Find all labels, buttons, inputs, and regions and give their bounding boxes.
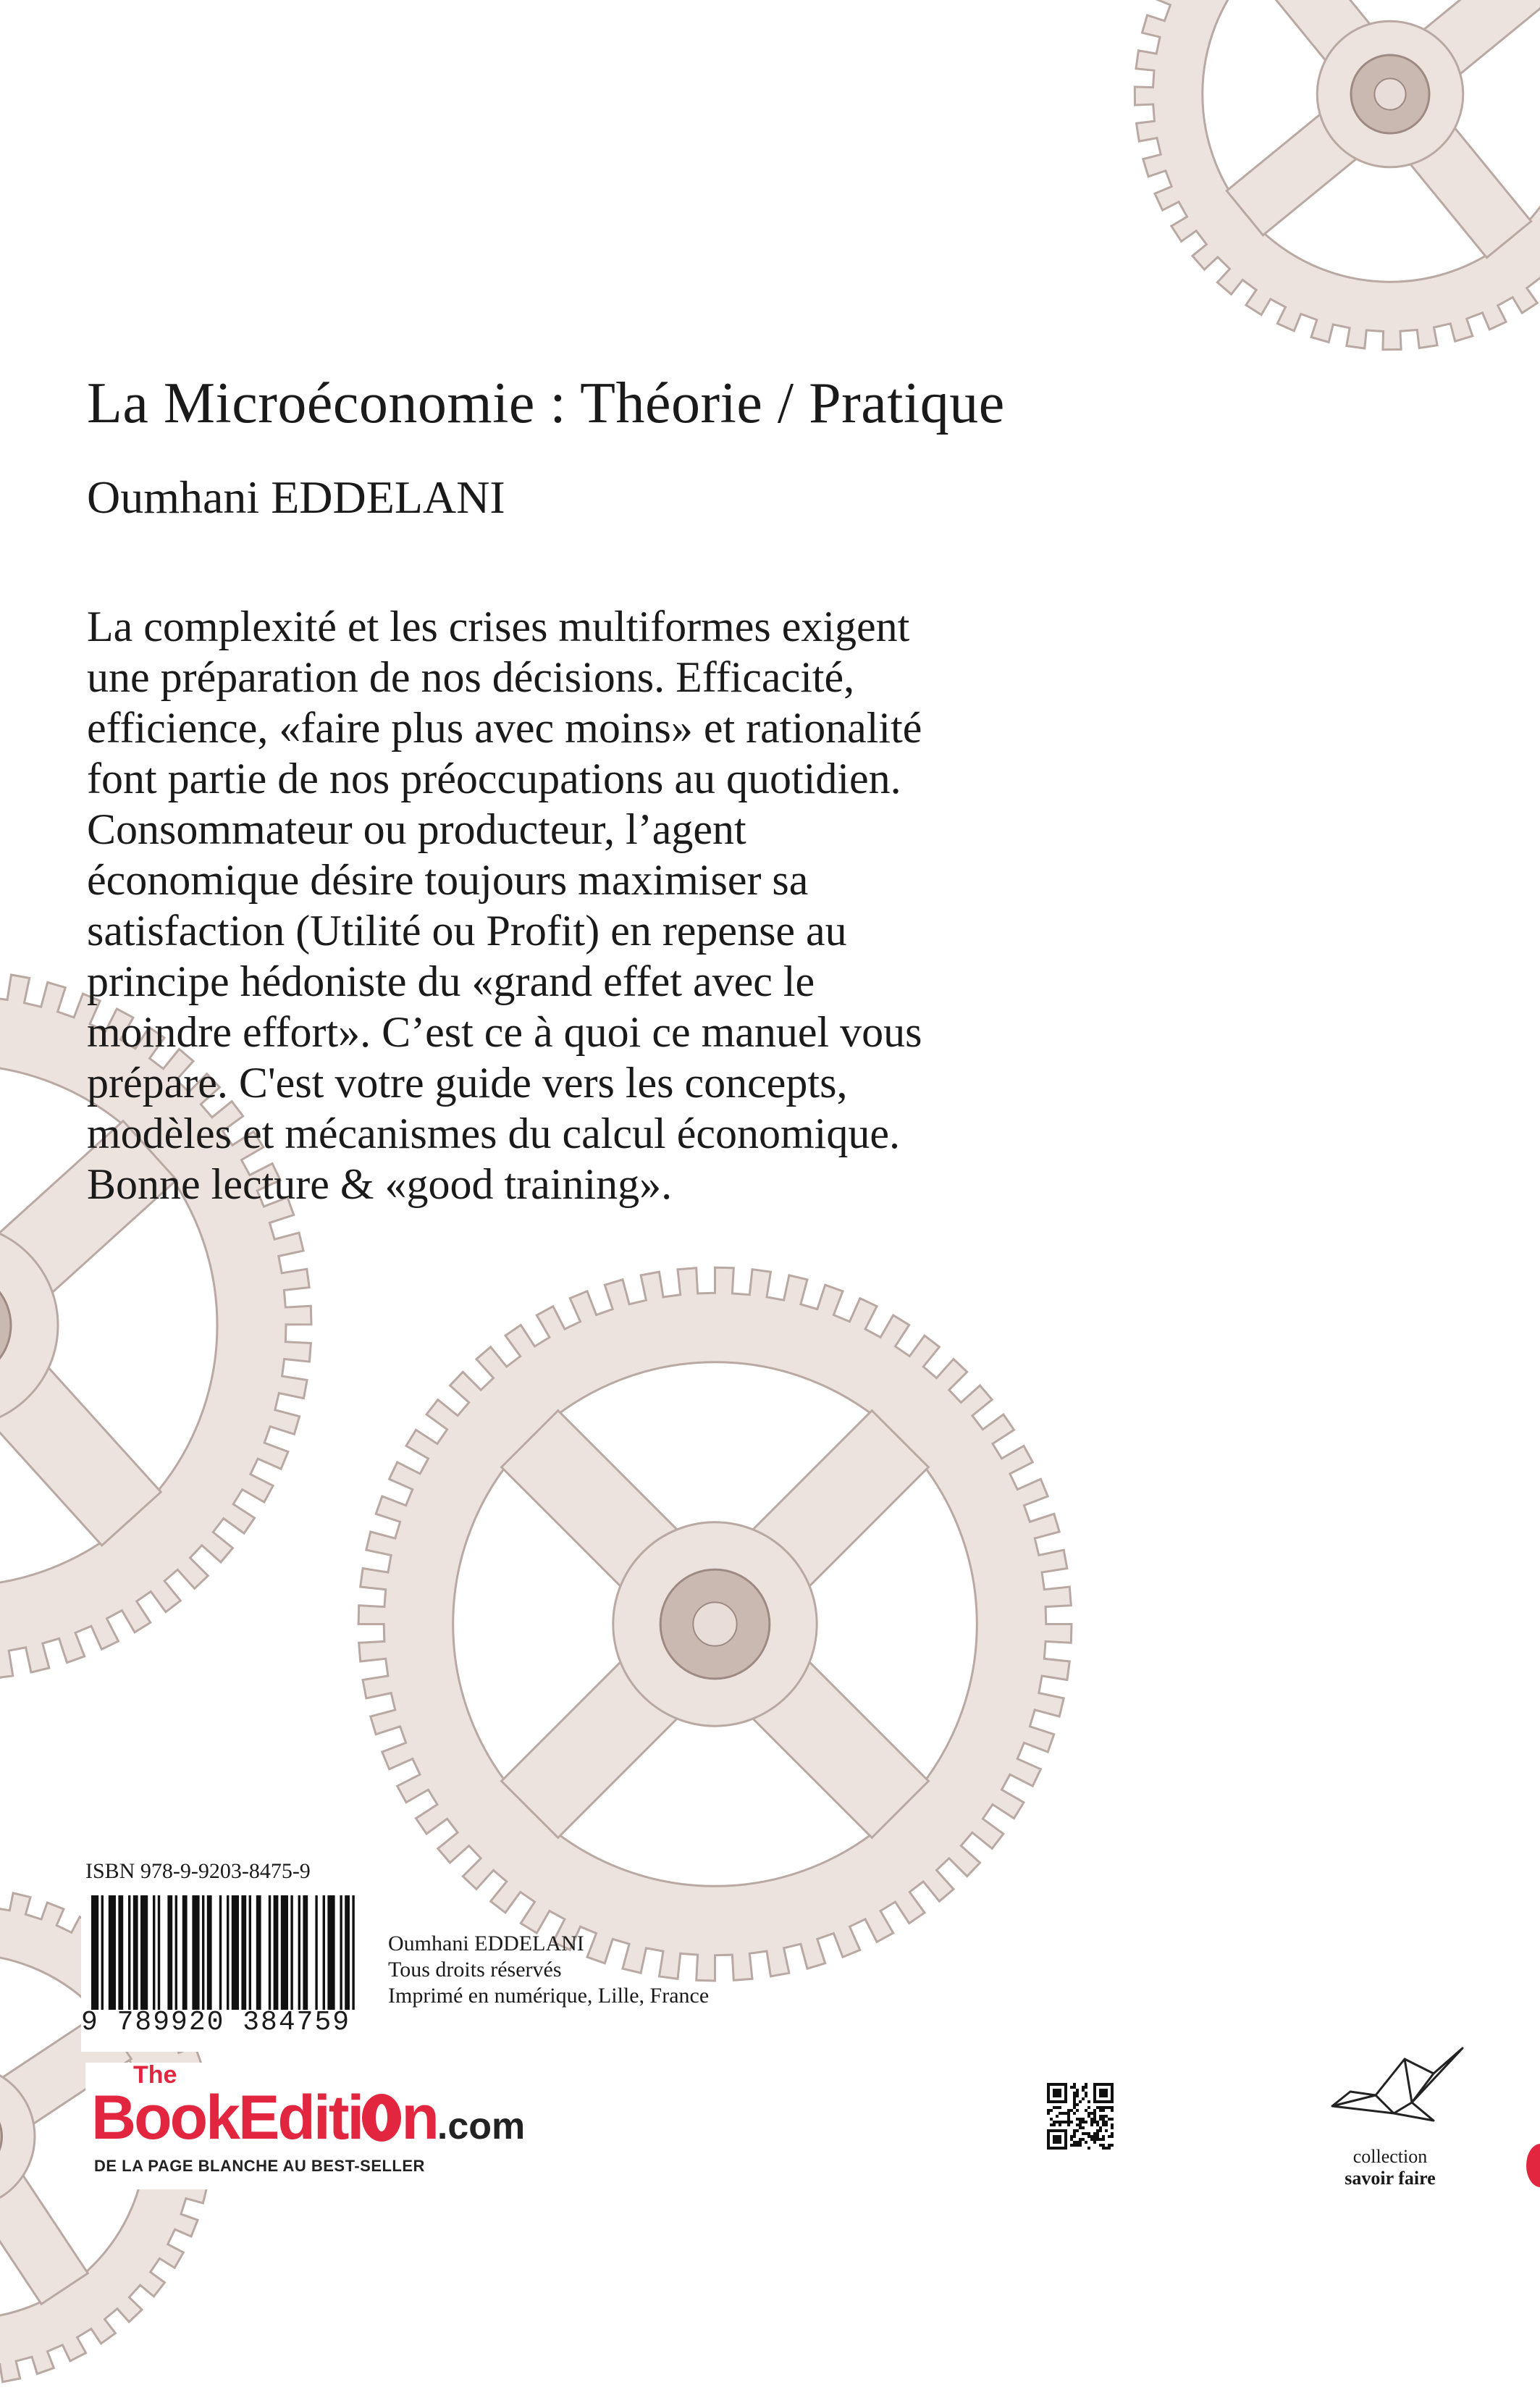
imprint-printed: Imprimé en numérique, Lille, France — [388, 1984, 710, 2008]
blurb-line: La complexité et les crises multiformes exigent — [87, 603, 910, 650]
blurb-line: satisfaction (Utilité ou Profit) en repense au — [87, 907, 847, 955]
blurb-line: Bonne lecture & «good training». — [87, 1160, 673, 1208]
book-title: La Microéconomie : Théorie / Pratique — [87, 372, 1005, 435]
blurb-line: moindre effort». C’est ce à quoi ce manuel vous — [87, 1008, 922, 1056]
barcode-bars — [91, 1895, 359, 2010]
blurb-line: une préparation de nos décisions. Efficacité, — [87, 653, 855, 701]
collection-name: savoir faire — [1345, 2168, 1436, 2189]
origami-crane-icon — [1325, 2034, 1470, 2142]
logo-wordmark — [91, 2083, 525, 2161]
logo-the: The — [133, 2061, 177, 2089]
isbn-number: ISBN 978-9-9203-8475-9 — [85, 1859, 311, 1883]
logo-name-part1: BookEditi — [91, 2083, 363, 2152]
barcode-digits: 9 789920 384759 — [81, 2007, 351, 2038]
logo-tagline: DE LA PAGE BLANCHE AU BEST-SELLER — [94, 2157, 425, 2175]
bookedition-logo — [85, 2061, 526, 2189]
gear-top-right-illustration — [1129, 0, 1540, 355]
blurb-line: modèles et mécanismes du calcul économique. — [87, 1110, 900, 1157]
gear-center-illustration — [351, 1260, 1079, 1988]
back-cover-blurb — [87, 601, 1187, 1209]
imprint-author: Oumhani EDDELANI — [388, 1932, 584, 1955]
imprint-block — [388, 1931, 709, 2009]
isbn-barcode — [81, 1856, 363, 2052]
blurb-line: principe hédoniste du «grand effet avec le — [87, 957, 815, 1005]
blurb-line: font partie de nos préoccupations au quotidien. — [87, 755, 901, 802]
collection-mark — [1332, 2146, 1448, 2189]
corner-red-mark — [1526, 2144, 1540, 2187]
collection-label: collection — [1352, 2146, 1428, 2167]
logo-tld: .com — [437, 2105, 526, 2147]
book-author: Oumhani EDDELANI — [87, 471, 505, 523]
blurb-line: efficience, «faire plus avec moins» et rationalité — [87, 704, 922, 752]
imprint-rights: Tous droits réservés — [388, 1958, 562, 1982]
pen-nib-icon — [362, 2094, 401, 2142]
logo-name-part2: n — [401, 2083, 437, 2152]
qr-code-icon — [1047, 2083, 1114, 2150]
blurb-line: prépare. C'est votre guide vers les concepts, — [87, 1059, 848, 1107]
blurb-line: économique désire toujours maximiser sa — [87, 856, 809, 904]
blurb-line: Consommateur ou producteur, l’agent — [87, 805, 746, 853]
